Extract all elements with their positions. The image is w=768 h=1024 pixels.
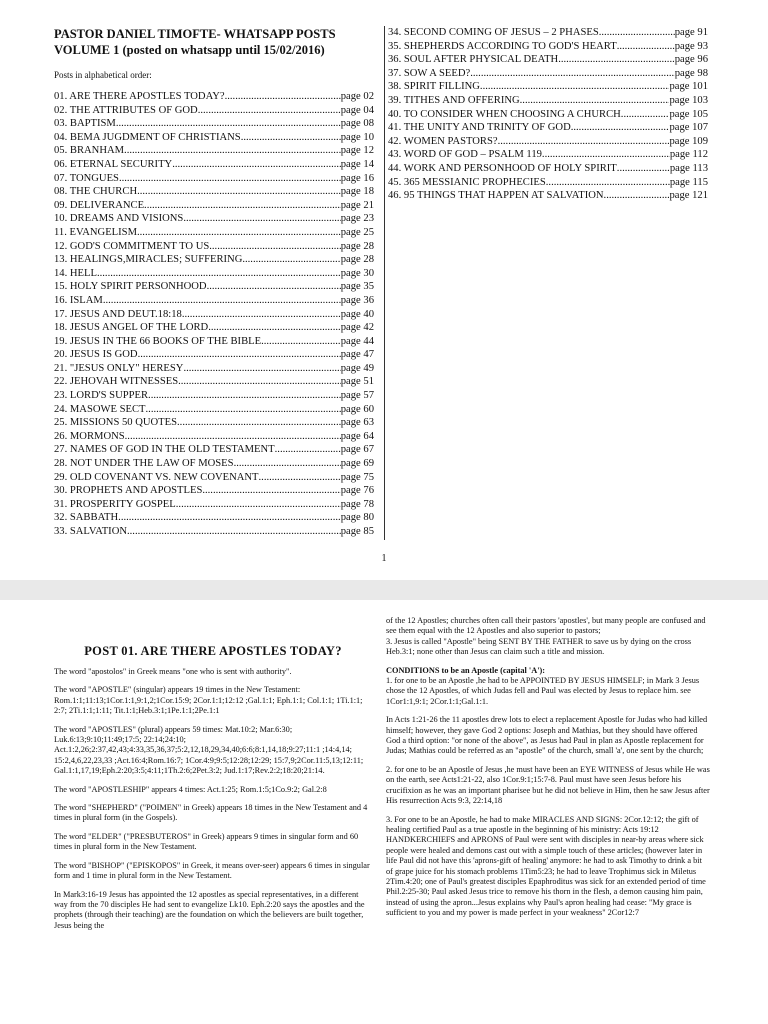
- toc-entry-title: 31. PROSPERITY GOSPEL: [54, 498, 176, 510]
- toc-entry-leader: [148, 389, 341, 403]
- post-title: POST 01. ARE THERE APOSTLES TODAY?: [84, 644, 342, 658]
- toc-entry-title: 19. JESUS IN THE 66 BOOKS OF THE BIBLE: [54, 335, 262, 347]
- toc-entry-leader: [182, 308, 341, 322]
- toc-entry-leader: [172, 158, 341, 172]
- toc-entry-title: 13. HEALINGS,MIRACLES; SUFFERING: [54, 254, 243, 266]
- right-paragraph-2: 3. Jesus is called "Apostle" being SENT BY THE FATHER to save us by dying on the cross Heb.3:1; none other than Jesus can claim such a title and mission.: [386, 636, 692, 657]
- toc-entry-title: 24. MASOWE SECT: [54, 403, 146, 415]
- toc-entry-page: page 47: [340, 349, 374, 361]
- toc-entry-title: 16. ISLAM: [54, 294, 103, 306]
- toc-entry: [54, 362, 374, 376]
- toc-intro: Posts in alphabetical order:: [54, 70, 152, 80]
- post-left-column: [54, 644, 372, 1024]
- post-right-column: [386, 616, 710, 1024]
- right-paragraph-1: of the 12 Apostles; churches often call their pastors 'apostles', but many people are confused and see them equal with the 12 Apostles and also superior to pastors;: [386, 616, 706, 636]
- toc-entry-page: page 10: [340, 131, 374, 143]
- toc-entry-leader: [259, 471, 341, 485]
- toc-entry-title: 02. THE ATTRIBUTES OF GOD: [54, 104, 198, 116]
- toc-entry: [54, 457, 374, 471]
- toc-entry: [388, 53, 708, 67]
- toc-entry: [388, 121, 708, 135]
- left-paragraph: The word "SHEPHERD" ("POIMEN" in Greek) appears 18 times in the New Testament and 4 times in plural form (in the Gospels).: [54, 803, 368, 823]
- right-paragraph-6: 3. For one to be an Apostle, he had to make MIRACLES AND SIGNS: 2Cor.12:12; the gift of healing certified Paul as a true apostle in the beginning of his ministry: Acts 19:12 HANDKERCHIEFS and APRONS of Paul were sent with disciples in near-by areas where sick people were healed and demons cast out with a simple touch of these articles; (however later in life Paul did not have this 'aprons-gift of healing' anymore: he had to ask Timothy to drink a bit of grape juice for his stomach problems 1Tim5:23; he had to leave Trophimus sick in Miletus 2Tim.4:20; one of Paul's greatest disciples Epaphroditus was sick for an extended period of time Phil.2:25-30; Paul asked Jesus trice to remove his thorn in the flesh, a demon causing him pain, instead of using the apron...Jesus explains why Paul's apron healing had cease: "My grace is sufficient to you and my power is made perfect in your weakness" 2Cor12:7: [386, 814, 706, 918]
- toc-entry: [54, 375, 374, 389]
- toc-entry-title: 04. BEMA JUGDMENT OF CHRISTIANS: [54, 131, 241, 143]
- toc-entry-title: 09. DELIVERANCE: [54, 199, 145, 211]
- toc-entry: [54, 185, 374, 199]
- toc-entry-leader: [470, 67, 675, 81]
- toc-entry-page: page 44: [340, 335, 374, 347]
- toc-entry-page: page 78: [340, 498, 374, 510]
- toc-entry-page: page 121: [669, 190, 708, 202]
- toc-entry-title: 41. THE UNITY AND TRINITY OF GOD: [388, 122, 571, 134]
- toc-entry: [388, 67, 708, 81]
- toc-entry: [54, 199, 374, 213]
- toc-entry-title: 01. ARE THERE APOSTLES TODAY?: [54, 91, 225, 102]
- toc-entry-title: 32. SABBATH: [54, 512, 119, 524]
- toc-list-left: [54, 90, 374, 539]
- toc-entry-page: page 14: [340, 158, 374, 170]
- toc-entry: [54, 294, 374, 308]
- toc-entry-page: page 12: [340, 145, 374, 157]
- toc-entry-title: 40. TO CONSIDER WHEN CHOOSING A CHURCH: [388, 108, 621, 120]
- toc-entry-page: page 28: [340, 240, 374, 252]
- toc-entry-title: 44. WORK AND PERSONHOOD OF HOLY SPIRIT: [388, 162, 617, 174]
- left-paragraph: The word "ELDER" ("PRESBUTEROS" in Greek) appears 9 times in singular form and 60 times in plural form in the New Testament.: [54, 831, 359, 852]
- document-page-2: [0, 600, 768, 1024]
- toc-entry: [388, 80, 708, 94]
- toc-entry: [388, 176, 708, 190]
- toc-entry-title: 45. 365 MESSIANIC PROPHECIES: [388, 176, 546, 188]
- toc-entry-title: 22. JEHOVAH WITNESSES: [54, 376, 179, 388]
- toc-entry-page: page 35: [340, 281, 374, 293]
- toc-entry-page: page 98: [674, 67, 708, 79]
- toc-entry-title: 21. "JESUS ONLY" HERESY: [54, 362, 184, 374]
- toc-entry-leader: [177, 416, 341, 430]
- toc-entry-title: 42. WOMEN PASTORS?: [388, 135, 498, 147]
- toc-entry: [54, 348, 374, 362]
- toc-entry: [54, 335, 374, 349]
- toc-entry-title: 17. JESUS AND DEUT.18:18: [54, 308, 182, 320]
- toc-entry-page: page 76: [340, 485, 374, 497]
- toc-entry-title: 28. NOT UNDER THE LAW OF MOSES: [54, 458, 234, 470]
- toc-entry: [54, 267, 374, 281]
- right-paragraph-3: 1. for one to be an Apostle ,he had to be APPOINTED BY JESUS HIMSELF; in Mark 3 Jesus chose the 12 Apostles, of which Judas fell and Paul was elected by Jesus to replace him. see 1Cor1:1,9:1; 2Cor.1:1;Gal.1:1.: [386, 676, 700, 706]
- toc-entry-title: 14. HELL: [54, 267, 97, 279]
- toc-entry-leader: [183, 212, 340, 226]
- toc-entry-page: page 103: [669, 94, 708, 106]
- toc-entry-page: page 30: [340, 267, 374, 279]
- post-left-paragraphs: [54, 667, 372, 931]
- toc-entry-leader: [207, 280, 341, 294]
- toc-entry-page: page 51: [340, 376, 374, 388]
- left-paragraph: The word "apostolos" in Greek means "one who is sent with authority".: [54, 667, 292, 676]
- toc-entry-page: page 02: [340, 91, 374, 102]
- toc-entry: [388, 26, 708, 40]
- toc-entry-leader: [119, 172, 341, 186]
- toc-entry-leader: [209, 240, 341, 254]
- toc-list-right: [388, 26, 708, 203]
- toc-entry: [54, 280, 374, 294]
- toc-entry-page: page 115: [669, 176, 708, 188]
- left-paragraph: The word "APOSTLE" (singular) appears 19 times in the New Testament: Rom.1:1;11:13;1Cor.1:1,9:1,2;1Cor.15:9; 2Cor.1:1;12:12 ;Gal.1:1; Eph.1:1; Col.1:1; 1Ti.1:1; 2:7; 2Ti.1:1;1:11; Tit.1:1;Heb.3:1;1Pe.1:1;2Pe.1:1: [54, 685, 363, 716]
- page-number: 1: [381, 553, 387, 564]
- toc-entry-page: page 42: [340, 322, 374, 334]
- toc-entry-page: page 18: [340, 186, 374, 198]
- toc-entry-title: 25. MISSIONS 50 QUOTES: [54, 417, 178, 429]
- toc-entry-leader: [118, 511, 341, 525]
- toc-entry-page: page 40: [340, 308, 374, 320]
- toc-entry: [54, 90, 374, 104]
- toc-entry-leader: [144, 199, 341, 213]
- toc-entry-leader: [542, 148, 670, 162]
- toc-entry-title: 34. SECOND COMING OF JESUS – 2 PHASES: [388, 27, 599, 38]
- toc-entry-leader: [604, 189, 670, 203]
- toc-entry-page: page 112: [669, 149, 708, 161]
- toc-entry-page: page 75: [340, 471, 374, 483]
- toc-entry-leader: [124, 144, 341, 158]
- toc-entry: [54, 484, 374, 498]
- toc-entry-title: 18. JESUS ANGEL OF THE LORD: [54, 322, 209, 334]
- toc-entry: [54, 308, 374, 322]
- toc-entry: [54, 443, 374, 457]
- toc-left-column: [54, 26, 374, 546]
- toc-entry-leader: [176, 498, 341, 512]
- toc-entry-leader: [138, 348, 341, 362]
- page-gap: [0, 580, 768, 600]
- toc-entry: [54, 117, 374, 131]
- toc-entry-title: 07. TONGUES: [54, 172, 119, 184]
- toc-entry: [388, 189, 708, 203]
- toc-entry-title: 05. BRANHAM: [54, 145, 125, 157]
- left-paragraph: The word "APOSTLES" (plural) appears 59 times: Mat.10:2; Mar.6:30; Luk.6:13;9:10;11:49;17:5; 22:14;24:10; Act.1:2,26;2:37,42,43;4:33,35,36,37;5:2,12,18,29,34,40;6:6;8:1,14,18;9:27;11:1 ;14:4,14; 15:2,4,6,22,23,33 ;Act.16:4;Rom.16:7; 1Cor.4:9;9:5;12:28;12:29; 15:7,9;2Cor.11:5,13;12:11; Gal.1:1,17,19;Eph.2:20;3:5;4:11;1Th.2:6;2Pet.3:2; Jud.1:17;Rev.2:2;18:20;21:14.: [54, 724, 364, 776]
- toc-entry: [54, 158, 374, 172]
- toc-entry-title: 46. 95 THINGS THAT HAPPEN AT SALVATION: [388, 190, 604, 202]
- toc-entry-leader: [617, 40, 675, 54]
- toc-entry-title: 43. WORD OF GOD – PSALM 119: [388, 149, 542, 161]
- toc-entry-title: 11. EVANGELISM: [54, 226, 137, 238]
- toc-entry: [388, 148, 708, 162]
- toc-entry-title: 30. PROPHETS AND APOSTLES: [54, 485, 203, 497]
- toc-entry-title: 15. HOLY SPIRIT PERSONHOOD: [54, 281, 207, 293]
- toc-entry-leader: [546, 176, 670, 190]
- toc-entry-page: page 16: [340, 172, 374, 184]
- toc-entry-leader: [146, 403, 341, 417]
- toc-entry-leader: [498, 135, 670, 149]
- toc-entry-title: 08. THE CHURCH: [54, 186, 138, 198]
- toc-entry-title: 23. LORD'S SUPPER: [54, 390, 149, 402]
- toc-entry-page: page 109: [669, 135, 708, 147]
- toc-entry-leader: [103, 294, 341, 308]
- toc-entry: [388, 135, 708, 149]
- toc-entry-title: 36. SOUL AFTER PHYSICAL DEATH: [388, 54, 559, 66]
- toc-entry-leader: [234, 457, 341, 471]
- toc-entry: [54, 430, 374, 444]
- toc-entry-leader: [261, 335, 341, 349]
- toc-entry-page: page 107: [669, 122, 708, 134]
- toc-entry: [54, 212, 374, 226]
- toc-entry-page: page 04: [340, 104, 374, 116]
- toc-entry-leader: [202, 484, 340, 498]
- left-paragraph: In Mark3:16-19 Jesus has appointed the 12 apostles as special representatives, in a different way from the 70 disciples He had sent to evangelize Lk10. Eph.2:20 says the apostles and the prophets (through their teaching) are the foundation on which the believers are built together, Jesus being the: [54, 889, 365, 930]
- toc-entry-leader: [242, 253, 340, 267]
- right-paragraph-4: In Acts 1:21-26 the 11 apostles drew lots to elect a replacement Apostle for Judas who had killed himself; however, they gave God 2 options: Joseph and Mathias, but they should have offered God a third option: "or none of the above", as Jesus had Paul in plan as Apostle replacement for Judas; Mathias could be referred as an "apostle" of the church, small 'a', one sent by the church;: [386, 715, 708, 756]
- toc-entry: [54, 498, 374, 512]
- toc-entry-title: 38. SPIRIT FILLING: [388, 81, 480, 93]
- toc-entry-page: page 63: [340, 417, 374, 429]
- toc-entry-title: 06. ETERNAL SECURITY: [54, 158, 173, 170]
- toc-entry-leader: [198, 104, 341, 118]
- toc-entry-leader: [225, 90, 341, 104]
- toc-entry-leader: [137, 226, 341, 240]
- toc-entry-title: 37. SOW A SEED?: [388, 67, 471, 79]
- toc-entry-title: 29. OLD COVENANT VS. NEW COVENANT: [54, 471, 259, 483]
- toc-entry: [388, 94, 708, 108]
- toc-entry-title: 03. BAPTISM: [54, 118, 116, 130]
- toc-entry: [54, 104, 374, 118]
- toc-entry-title: 10. DREAMS AND VISIONS: [54, 213, 184, 225]
- toc-entry-page: page 60: [340, 403, 374, 415]
- toc-entry-page: page 28: [340, 254, 374, 266]
- toc-entry: [54, 172, 374, 186]
- toc-right-column: [388, 26, 708, 226]
- toc-entry-title: 33. SALVATION: [54, 526, 127, 537]
- toc-entry-leader: [127, 525, 341, 539]
- conditions-heading: CONDITIONS to be an Apostle (capital 'A'):: [386, 665, 546, 675]
- toc-entry: [54, 471, 374, 485]
- toc-entry: [54, 525, 374, 539]
- toc-entry: [54, 389, 374, 403]
- right-paragraph-5: 2. for one to be an Apostle of Jesus ,he must have been an EYE WITNESS of Jesus while He was on the earth, see Acts1:21-22, also 1Cor.9:1;15:7-8. Paul must have seen Jesus before his crucifixion as he was an important pharisee but he did not believe in Him, then he saw Jesus after His resurrection Acts 9:3, 22:14,18: [386, 764, 710, 806]
- left-paragraph: The word "BISHOP" ("EPISKOPOS" in Greek, it means over-seer) appears 6 times in singular form and 1 time in plural form in the New Testament.: [54, 860, 370, 881]
- toc-entry-title: 35. SHEPHERDS ACCORDING TO GOD'S HEART: [388, 40, 617, 52]
- toc-entry-leader: [97, 267, 341, 281]
- toc-entry-page: page 57: [340, 390, 374, 402]
- toc-entry-leader: [617, 162, 670, 176]
- toc-entry: [54, 253, 374, 267]
- toc-entry-page: page 64: [340, 430, 374, 442]
- toc-entry: [54, 416, 374, 430]
- toc-entry-page: page 25: [340, 226, 374, 238]
- document-title-line-1: PASTOR DANIEL TIMOFTE- WHATSAPP POSTS: [54, 27, 336, 41]
- document-title-line-2: VOLUME 1 (posted on whatsapp until 15/02/2016): [54, 43, 325, 57]
- toc-entry-title: 20. JESUS IS GOD: [54, 349, 138, 361]
- toc-entry-leader: [558, 53, 675, 67]
- column-divider: [384, 26, 385, 540]
- toc-entry-page: page 101: [669, 81, 708, 93]
- toc-entry-leader: [571, 121, 670, 135]
- toc-entry-leader: [178, 375, 341, 389]
- toc-entry-page: page 08: [340, 118, 374, 130]
- toc-entry: [54, 131, 374, 145]
- toc-entry-page: page 96: [674, 54, 708, 66]
- toc-entry-page: page 93: [674, 40, 708, 52]
- toc-entry: [54, 144, 374, 158]
- toc-entry-leader: [125, 430, 341, 444]
- toc-entry-leader: [241, 131, 341, 145]
- toc-entry: [388, 162, 708, 176]
- toc-entry-page: page 21: [340, 199, 374, 211]
- toc-entry-leader: [621, 108, 670, 122]
- toc-entry-page: page 36: [340, 294, 374, 306]
- toc-entry-page: page 23: [340, 213, 374, 225]
- toc-entry-page: page 80: [340, 512, 374, 524]
- toc-entry-leader: [208, 321, 341, 335]
- toc-entry: [54, 240, 374, 254]
- toc-entry-page: page 85: [340, 526, 374, 537]
- toc-entry: [388, 108, 708, 122]
- toc-entry-leader: [599, 26, 675, 40]
- left-paragraph: The word "APOSTLESHIP" appears 4 times: Act.1:25; Rom.1:5;1Co.9:2; Gal.2:8: [54, 784, 327, 794]
- toc-entry-page: page 105: [669, 108, 708, 120]
- toc-entry-leader: [137, 185, 341, 199]
- toc-entry: [54, 403, 374, 417]
- toc-entry-leader: [480, 80, 670, 94]
- toc-entry-title: 26. MORMONS: [54, 430, 125, 442]
- toc-entry: [54, 511, 374, 525]
- toc-entry-page: page 91: [674, 27, 708, 38]
- toc-entry-leader: [116, 117, 341, 131]
- toc-entry-page: page 69: [340, 458, 374, 470]
- toc-entry-leader: [275, 443, 341, 457]
- toc-entry-title: 12. GOD'S COMMITMENT TO US: [54, 240, 210, 252]
- toc-entry-page: page 49: [340, 362, 374, 374]
- toc-entry-leader: [183, 362, 340, 376]
- toc-entry-leader: [520, 94, 670, 108]
- toc-entry-page: page 67: [340, 444, 374, 456]
- toc-entry: [54, 321, 374, 335]
- toc-entry-page: page 113: [669, 162, 708, 174]
- toc-entry: [54, 226, 374, 240]
- toc-entry-title: 27. NAMES OF GOD IN THE OLD TESTAMENT: [54, 444, 275, 456]
- toc-entry: [388, 40, 708, 54]
- toc-entry-title: 39. TITHES AND OFFERING: [388, 94, 520, 106]
